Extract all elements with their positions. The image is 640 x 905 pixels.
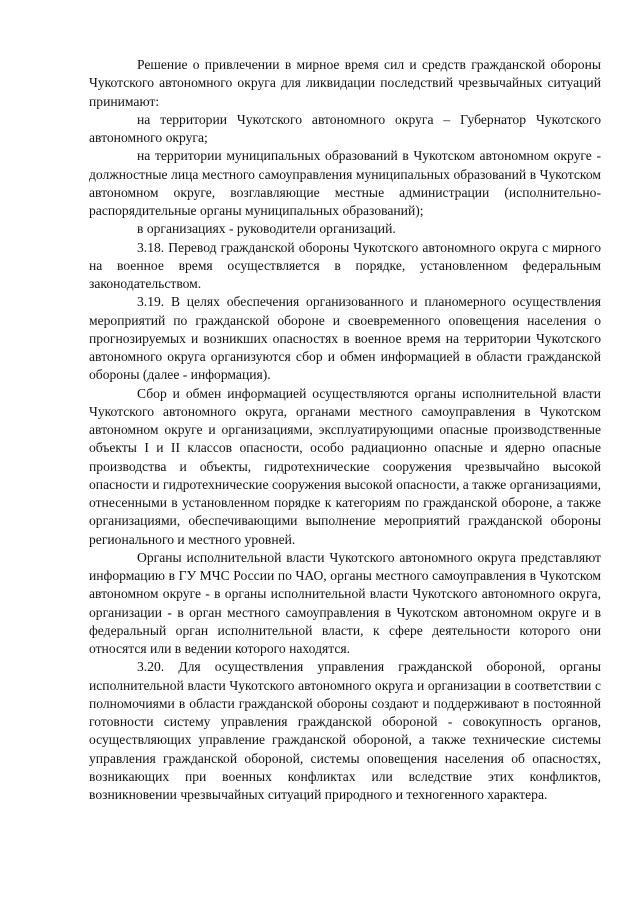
paragraph-okrug-territory: на территории Чукотского автономного округа – Губернатор Чукотского автономного округа;	[89, 111, 601, 145]
paragraph-information-exchange: Сбор и обмен информацией осуществляются органы исполнительной власти Чукотского автономного округа, органами местного самоуправления в Чукотском автономном округе и организациями, эксплуатирующими опасные производственные объекты I и II классов опасности, особо радиационно опасные и ядерно опасные производства и объекты, гидротехнические сооружения чрезвычайно высокой опасности и гидротехнические сооружения высокой опасности, а также организациями, отнесенными в установленном порядке к категориям по гражданской обороне, а также организациями, обеспечивающими выполнение мероприятий гражданской обороны регионального и местного уровней.	[89, 385, 601, 547]
paragraph-information-reporting: Органы исполнительной власти Чукотского автономного округа представляют информацию в ГУ МЧС России по ЧАО, органы местного самоуправления в Чукотском автономном округе - в органы исполнительной власти Чукотского автономного округа, организации - в орган местного самоуправления в Чукотском автономном округе и в федеральный орган исполнительной власти, к сфере деятельности которого они относятся или в ведении которого находятся.	[89, 549, 601, 656]
document-page	[89, 56, 601, 804]
paragraph-municipal-territory: на территории муниципальных образований в Чукотском автономном округе - должностные лица местного самоуправления муниципальных образований в Чукотском автономном округе, возглавляющие местные администрации (исполнительно-распорядительные органы муниципальных образований);	[89, 148, 601, 218]
paragraph-section-3-19: 3.19. В целях обеспечения организованного и планомерного осуществления мероприятий по гражданской обороне и своевременного оповещения населения о прогнозируемых и возникших опасностях в военное время на территории Чукотского автономного округа организуются сбор и обмен информацией в области гражданской обороны (далее - информация).	[89, 294, 601, 383]
paragraph-organizations: в организациях - руководители организаций.	[137, 221, 396, 237]
paragraph-section-3-18: 3.18. Перевод гражданской обороны Чукотского автономного округа с мирного на военное время осуществляется в порядке, установленном федеральным законодательством.	[89, 239, 601, 291]
paragraph-section-3-20: 3.20. Для осуществления управления гражданской обороной, органы исполнительной власти Чукотского автономного округа и организации в соответствии с полномочиями в области гражданской обороны создают и поддерживают в постоянной готовности систему управления гражданской обороной - совокупность органов, осуществляющих управление гражданской обороной, а также технические системы управления гражданской обороной, системы оповещения населения об опасностях, возникающих при военных конфликтах или вследствие этих конфликтов, возникновении чрезвычайных ситуаций природного и техногенного характера.	[89, 659, 601, 802]
paragraph-decision-intro: Решение о привлечении в мирное время сил и средств гражданской обороны Чукотского автономного округа для ликвидации последствий чрезвычайных ситуаций принимают:	[89, 57, 601, 109]
